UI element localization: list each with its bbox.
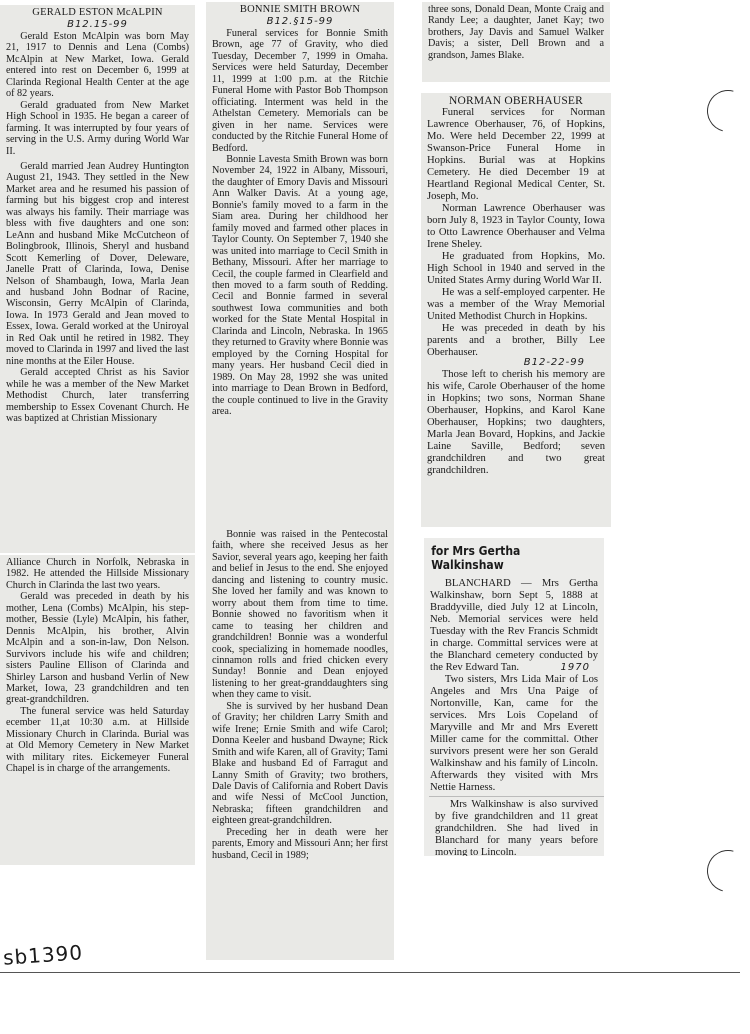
brown-paragraph: She is survived by her husband Dean of Gravity; her children Larry Smith and wife Irene; Ernie Smith and wife Carol; Donna Keeler and husband Dwayne; Rick Smith and wife Karen, all of Gravity; Tami Blake and husband Ed of Farragut and Lanny Smith of Gravity; two brothers, Dale Davis of California and Robert Davis and wife Nessi of McCool Junction, Nebraska; fifteen grandchildren and eighteen great-grandchildren. — [212, 700, 388, 827]
mcalpin-paragraph: Alliance Church in Norfolk, Nebraska in 1982. He attended the Hillside Missionary Church in Clarinda the last two years. — [6, 557, 189, 591]
walkinshaw-paragraph: Mrs Walkinshaw is also survived by five grandchildren and 11 great grandchildren. She had lived in Blanchard for many years before moving to Lincoln. — [435, 799, 598, 856]
mcalpin-paragraph: Gerald was preceded in death by his mother, Lena (Combs) McAlpin, his step-mother, Bessie (Lyle) McAlpin, his father, Dennis McAlpin, his brother, Alvin McAlpin and a son-in-law, Don Nelson. Survivors include his wife and children; sisters Pauline Ellison of Clarinda and Shirley Larson and husband Verlin of New Market, Iowa, 23 grandchildren and ten great-grandchildren. — [6, 591, 189, 706]
obituary-mcalpin-part2 — [0, 555, 195, 865]
oberhauser-paragraph: Those left to cherish his memory are his wife, Carole Oberhauser of the home in Hopkins; two sons, Norman Shane Oberhauser, Hopkins, and Karol Kane Oberhauser, Hopkins; two daughters, Marla Jean Bovard, Hopkins, and Jackie Laine Saville, Bedford; seven grandchildren and two great grandchildren. — [427, 369, 605, 476]
mcalpin-paragraph: Gerald graduated from New Market High School in 1935. He began a career of farming. It was interrupted by four years of serving in the U.S. Army during World War II. — [6, 99, 189, 157]
mcalpin-paragraph: Gerald accepted Christ as his Savior while he was a member of the New Market Methodist Church, later transferring membership to Essex Covenant Church. He was baptized at Christian Missionary — [6, 367, 189, 424]
brown-paragraph: Bonnie was raised in the Pentecostal faith, where she received Jesus as her Savior, several years ago, keeping her faith and belief in Jesus to the end. She enjoyed dancing and listening to country music. She loved her family and was known to worry about them from time to time. Bonnie showed no favoritism when it came to teasing her children and grandchildren! Bonnie was a wonderful cook, specializing in homemade noodles, cinnamon rolls and fried chicken every Sunday! Bonnie and Dean enjoyed listening to her great-granddaughters sing when they came to visit. — [212, 529, 388, 701]
walkinshaw-addendum — [429, 796, 604, 856]
brown-paragraph: Preceding her in death were her parents, Emory and Missouri Ann; her first husband, Cecil in 1989; — [212, 826, 388, 861]
walkinshaw-paragraph: Two sisters, Mrs Lida Mair of Los Angeles and Mrs Una Paige of Nortonville, Kan, came for the services. Mrs Lois Copeland of Maryville and Mr and Mrs Everett Miller came for the committal. Other survivors present were her son Gerald Walkinshaw and his family of Lincoln. Afterwards they visited with Mrs Nettie Harness. — [430, 674, 598, 793]
oberhauser-handwritten-date: B12-22-99 — [523, 357, 585, 368]
walkinshaw-title: for Mrs Gertha Walkinshaw — [431, 544, 521, 572]
binder-hole-mark — [699, 82, 750, 139]
page-bottom-edge — [0, 972, 740, 973]
oberhauser-paragraph: Funeral services for Norman Lawrence Oberhauser, 76, of Hopkins, Mo. Were held December 22, 1999 at Swanson-Price Funeral Home in Hopkins. Burial was at Hopkins Cemetery. He died December 19 at Heartland Regional Medical Center, St. Joseph, Mo. — [427, 107, 605, 202]
oberhauser-paragraph: Norman Lawrence Oberhauser was born July 8, 1923 in Taylor County, Iowa to Otto Lawrence Oberhauser and Velma Irene Sheley. — [427, 203, 605, 250]
mcalpin-title: GERALD ESTON McALPIN — [32, 7, 163, 18]
mcalpin-paragraph: Gerald married Jean Audrey Huntington August 21, 1943. They settled in the New Market area and he resumed his passion of farming but his biggest crop and interest was always his family. Their marriage was bless with five daughters and one son: LeAnn and husband Mike McCutcheon of Bolingbrook, Illinois, Sheryl and husband Scott Kemerling of Dover, Deleware, Janelle Pratt of Clarinda, Iowa, Denise Nelson of Shambaugh, Iowa, Marla Jean and husband John Bodnar of Racine, Wisconsin, Gerry McAlpin of Clarinda, Iowa. In 1973 Gerald and Jean moved to Essex, Iowa. Gerald worked at the Uniroyal in Red Oak until he retired in 1982. They moved to Clarinda in 1997 and lived the last nine months at the Eiler House. — [6, 160, 189, 367]
mcalpin-paragraph: Gerald Eston McAlpin was born May 21, 1917 to Dennis and Lena (Combs) McAlpin at New Market, Iowa. Gerald entered into rest on December 6, 1999 at Clarinda Regional Health Center at the age of 82 years. — [6, 31, 189, 100]
oberhauser-paragraph: He was a self-employed carpenter. He was a member of the Wray Memorial United Methodist Church in Hopkins. — [427, 287, 605, 322]
walkinshaw-paragraph: BLANCHARD — Mrs Gertha Walkinshaw, born Sept 5, 1888 at Braddyville, died July 12 at Lincoln, Neb. Memorial services were held Tuesday with the Rev Francis Schmidt in charge. Committal services were at the Blanchard cemetery conducted by the Rev Edward Tan. — [430, 578, 598, 673]
brown-paragraph: Funeral services for Bonnie Smith Brown, age 77 of Gravity, who died Tuesday, December 7, 1999 in Omaha. Services were held Saturday, December 11, 1999 at 1:00 p.m. at the Ritchie Funeral Home with Pastor Bob Thompson officiating. Interment was held in the Athelstan Cemetery. Memorials can be given in her name. Services were conducted by the Ritchie Funeral Home of Bedford. — [212, 28, 388, 154]
obituary-walkinshaw — [424, 538, 604, 856]
obituary-brown-part2 — [206, 527, 394, 960]
mcalpin-handwritten-date: B12.15-99 — [67, 19, 128, 30]
brown-title: BONNIE SMITH BROWN — [239, 4, 361, 15]
shelf-mark: sb1390 — [2, 940, 84, 970]
brown-paragraph: Bonnie Lavesta Smith Brown was born November 24, 1922 in Albany, Missouri, the daughter of Emory Davis and Missouri Ann Walker Davis. At a young age, Bonnie's family moved to a farm in the Siam area. During her childhood her family moved and farmed other places in Taylor County. On September 7, 1940 she was united into marriage to Cecil Smith in Bethany, Missouri. After her marriage to Cecil, the couple farmed in Clearfield and then moved to a farm south of Redding. Cecil and Bonnie farmed in several southwest Iowa communities and both worked for the State Mental Hospital in Clarinda and Lincoln, Nebraska. In 1965 they returned to Gravity where Bonnie was employed by the Corning Hospital for many years. Her husband Cecil died in 1989. On May 28, 1992 she was united into marriage to Dean Brown in Bedford, the couple continued to live in the Gravity area. — [212, 153, 388, 417]
obituary-brown-part1 — [206, 2, 394, 527]
brown-paragraph: three sons, Donald Dean, Monte Craig and Randy Lee; a daughter, Janet Kay; two brothers, Jay Davis and Samuel Walker Davis; a sister, Dell Brown and a grandson, James Blake. — [428, 4, 604, 61]
brown-handwritten-date: B12.§15-99 — [266, 16, 334, 27]
oberhauser-paragraph: He was preceded in death by his parents and a brother, Billy Lee Oberhauser. — [427, 323, 605, 358]
obituary-mcalpin-part1 — [0, 5, 195, 553]
binder-hole-mark — [699, 842, 750, 899]
oberhauser-title: NORMAN OBERHAUSER — [448, 95, 584, 107]
mcalpin-paragraph: The funeral service was held Saturday ecember 11,at 10:30 a.m. at Hillside Missionary Church in Clarinda. Burial was at Old Memory Cemetery in New Market with military rites. Eickemeyer Funeral Chapel is in charge of the arrangements. — [6, 705, 189, 775]
oberhauser-paragraph: He graduated from Hopkins, Mo. High School in 1940 and served in the United States Army during World War II. — [427, 251, 605, 286]
obituary-brown-continuation — [422, 2, 610, 82]
obituary-oberhauser — [421, 93, 611, 527]
walkinshaw-handwritten-year: 1970 — [560, 662, 590, 673]
